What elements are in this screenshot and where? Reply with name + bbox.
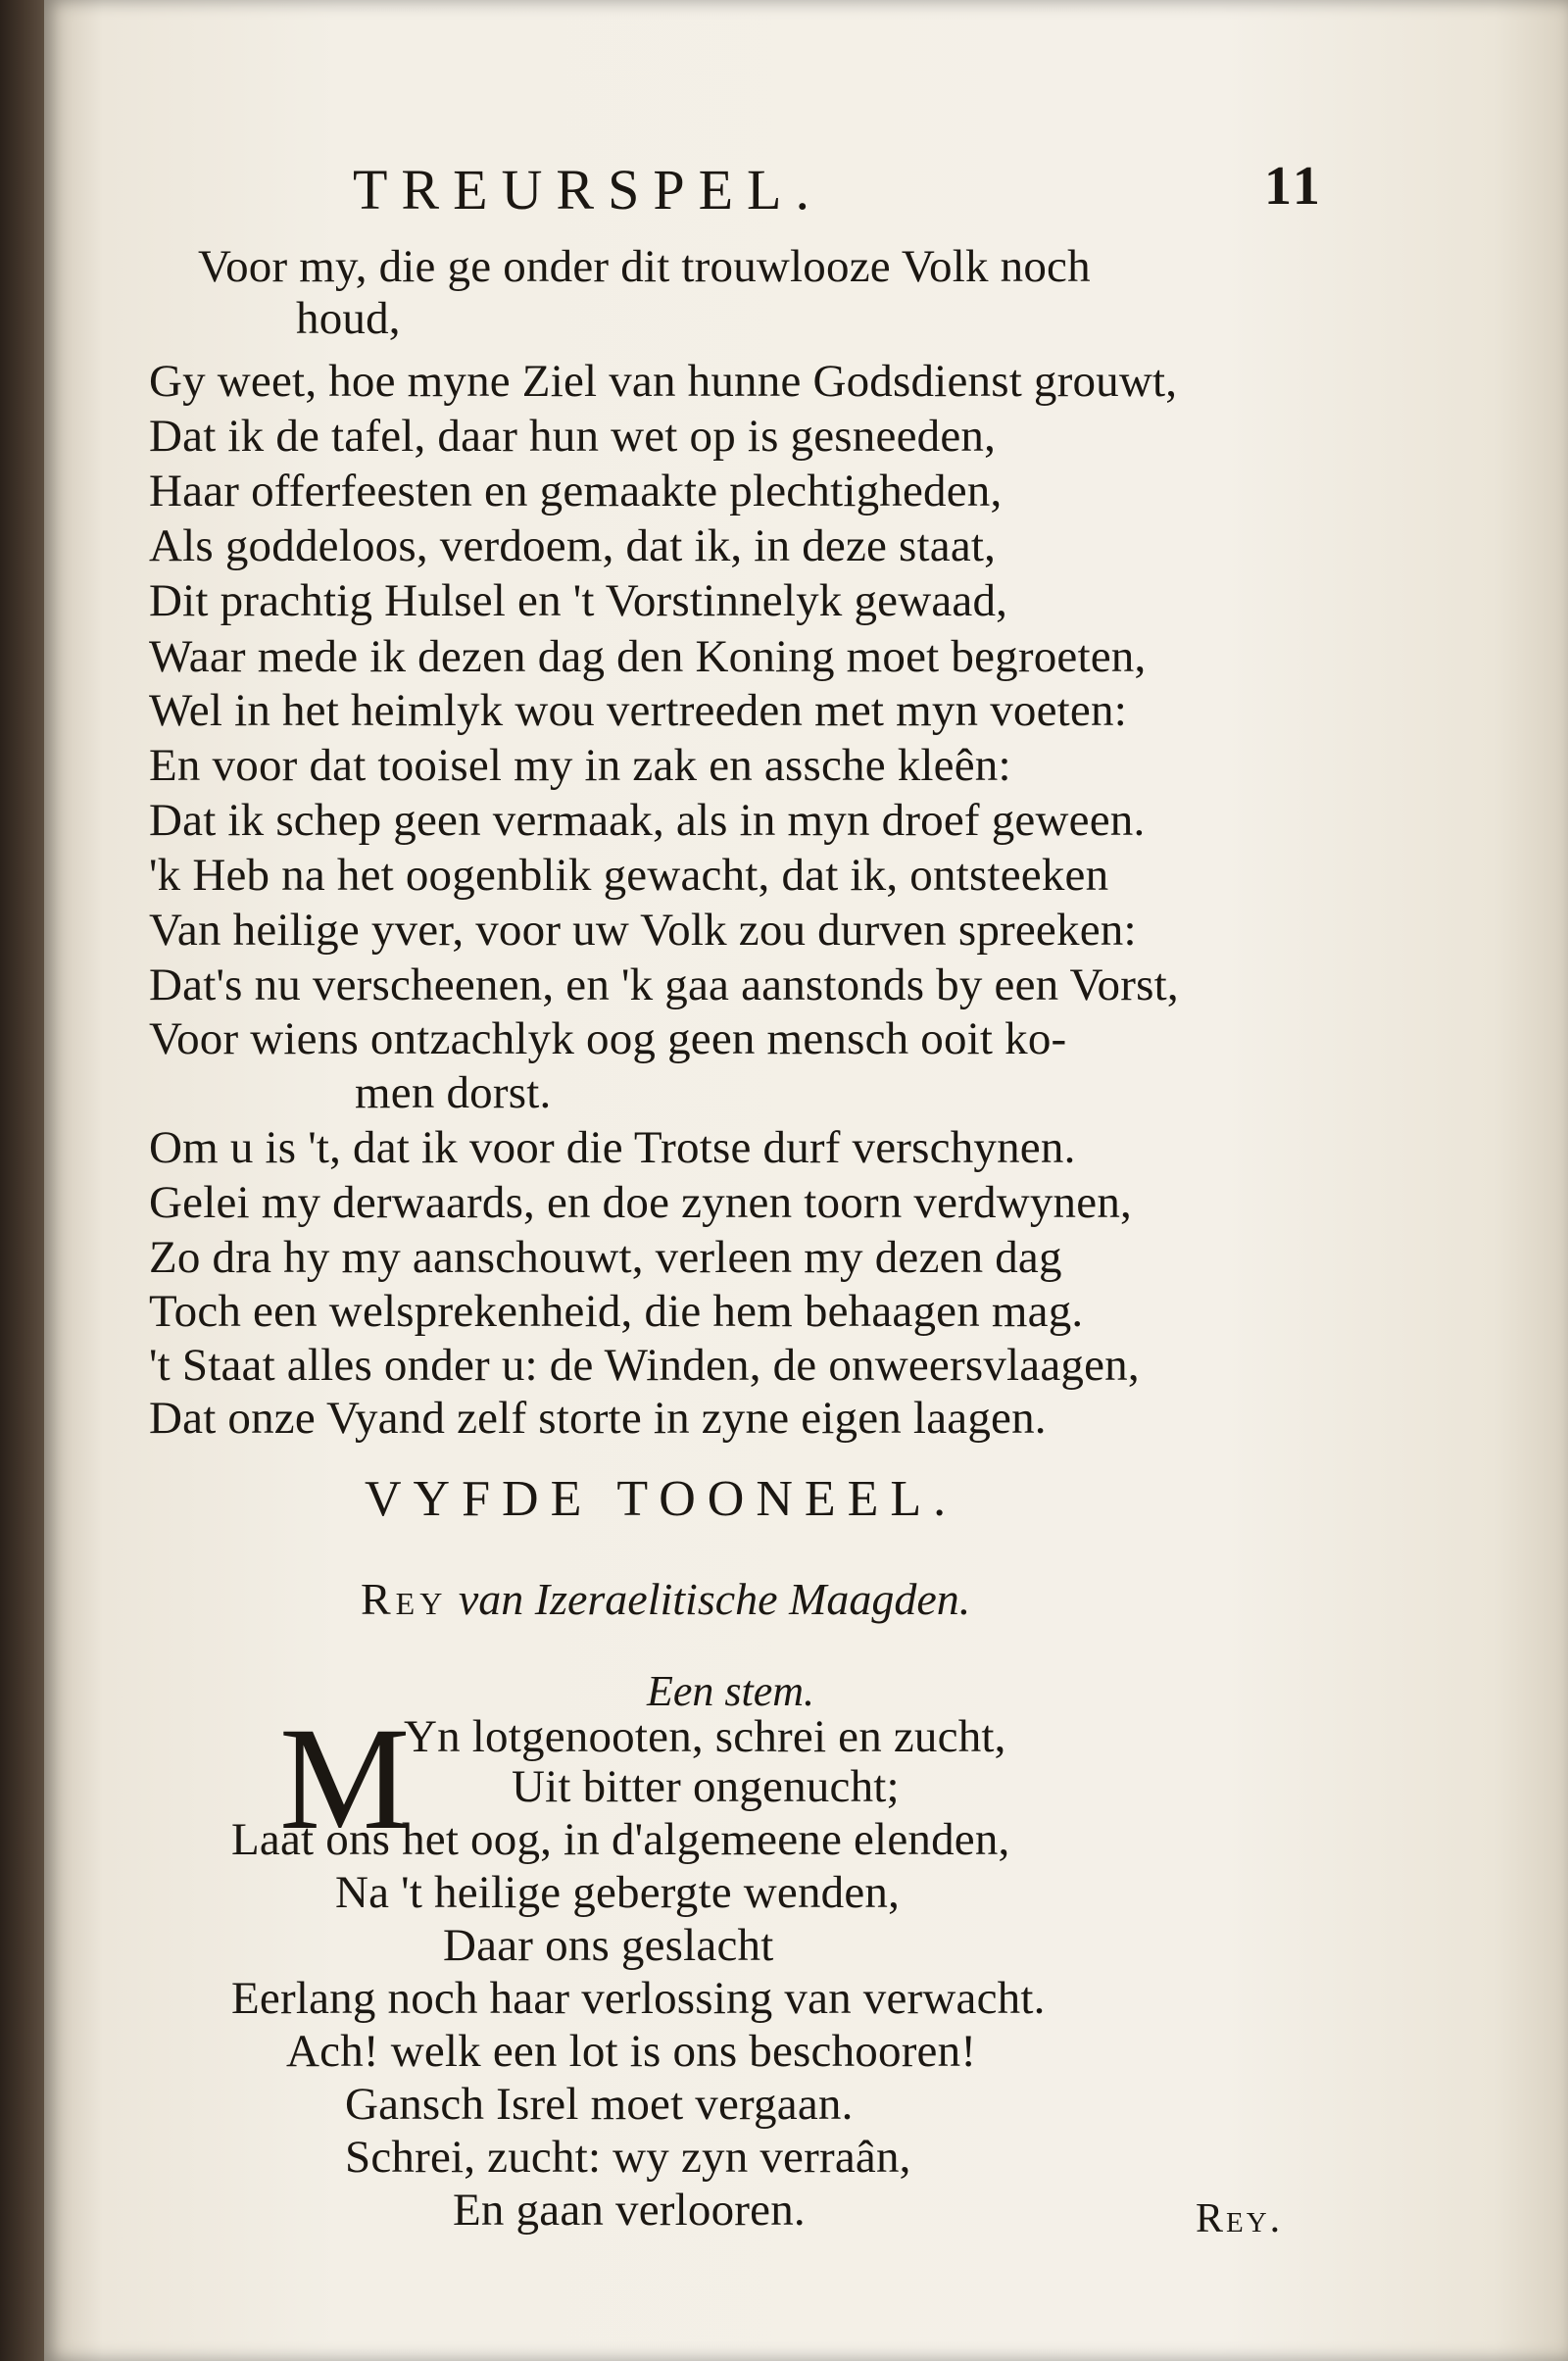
verse-line: houd, [296, 293, 401, 344]
verse-line: Toch een welsprekenheid, die hem behaagen mag. [149, 1286, 1084, 1337]
song-line: Ach! welk een lot is ons beschooren! [286, 2026, 977, 2077]
page-number: 11 [1264, 156, 1324, 217]
verse-line: Om u is 't, dat ik voor die Trotse durf verschynen. [149, 1122, 1076, 1173]
song-line: Gansch Isrel moet vergaan. [345, 2079, 854, 2130]
verse-line: Zo dra hy my aanschouwt, verleen my dezen dag [149, 1232, 1062, 1283]
verse-line: 'k Heb na het oogenblik gewacht, dat ik, ontsteeken [149, 850, 1109, 901]
verse-line: Van heilige yver, voor uw Volk zou durven spreeken: [149, 905, 1137, 956]
verse-line: Wel in het heimlyk wou vertreeden met myn voeten: [149, 685, 1127, 736]
speaker-label: Een stem. [647, 1667, 815, 1715]
verse-line: Dat's nu verscheenen, en 'k gaa aanstonds by een Vorst, [149, 959, 1179, 1010]
verse-line: Gy weet, hoe myne Ziel van hunne Godsdienst grouwt, [149, 356, 1178, 407]
running-title: TREURSPEL. [353, 158, 823, 221]
verse-line: Dat onze Vyand zelf storte in zyne eigen laagen. [149, 1393, 1047, 1444]
verse-line: Als goddeloos, verdoem, dat ik, in deze staat, [149, 520, 997, 571]
scene-cast [361, 1573, 970, 1625]
verse-line: Dat ik schep geen vermaak, als in myn droef geween. [149, 795, 1146, 846]
song-line: Uit bitter ongenucht; [512, 1761, 900, 1812]
drop-cap: M [279, 1697, 411, 1860]
cast-rest: van Izeraelitische Maagden. [458, 1574, 971, 1624]
song-line: Yn lotgenooten, schrei en zucht, [404, 1711, 1006, 1762]
verse-line: Gelei my derwaards, en doe zynen toorn verdwynen, [149, 1177, 1132, 1228]
verse-line: Voor wiens ontzachlyk oog geen mensch ooit ko- [149, 1013, 1067, 1064]
verse-line: Dit prachtig Hulsel en 't Vorstinnelyk gewaad, [149, 575, 1008, 626]
scene-heading: VYFDE TOONEEL. [365, 1471, 958, 1527]
song-line: En gaan verlooren. [453, 2185, 806, 2236]
verse-line: Haar offerfeesten en gemaakte plechtigheden, [149, 466, 1003, 516]
verse-line: Voor my, die ge onder dit trouwlooze Volk noch [198, 241, 1091, 292]
song-line: Eerlang noch haar verlossing van verwacht. [231, 1973, 1046, 2024]
verse-line: En voor dat tooisel my in zak en assche kleên: [149, 740, 1011, 791]
cast-prefix: Rey [361, 1574, 448, 1624]
catchword: Rey. [1196, 2196, 1284, 2241]
song-line: Schrei, zucht: wy zyn verraân, [345, 2132, 911, 2183]
verse-line: men dorst. [355, 1067, 552, 1118]
song-line: Daar ons geslacht [443, 1920, 774, 1971]
verse-line: 't Staat alles onder u: de Winden, de onweersvlaagen, [149, 1340, 1140, 1391]
song-line: Na 't heilige gebergte wenden, [335, 1867, 901, 1918]
verse-line: Waar mede ik dezen dag den Koning moet begroeten, [149, 631, 1147, 682]
verse-line: Dat ik de tafel, daar hun wet op is gesneeden, [149, 411, 997, 462]
song-line: Laat ons het oog, in d'algemeene elenden, [231, 1814, 1010, 1865]
